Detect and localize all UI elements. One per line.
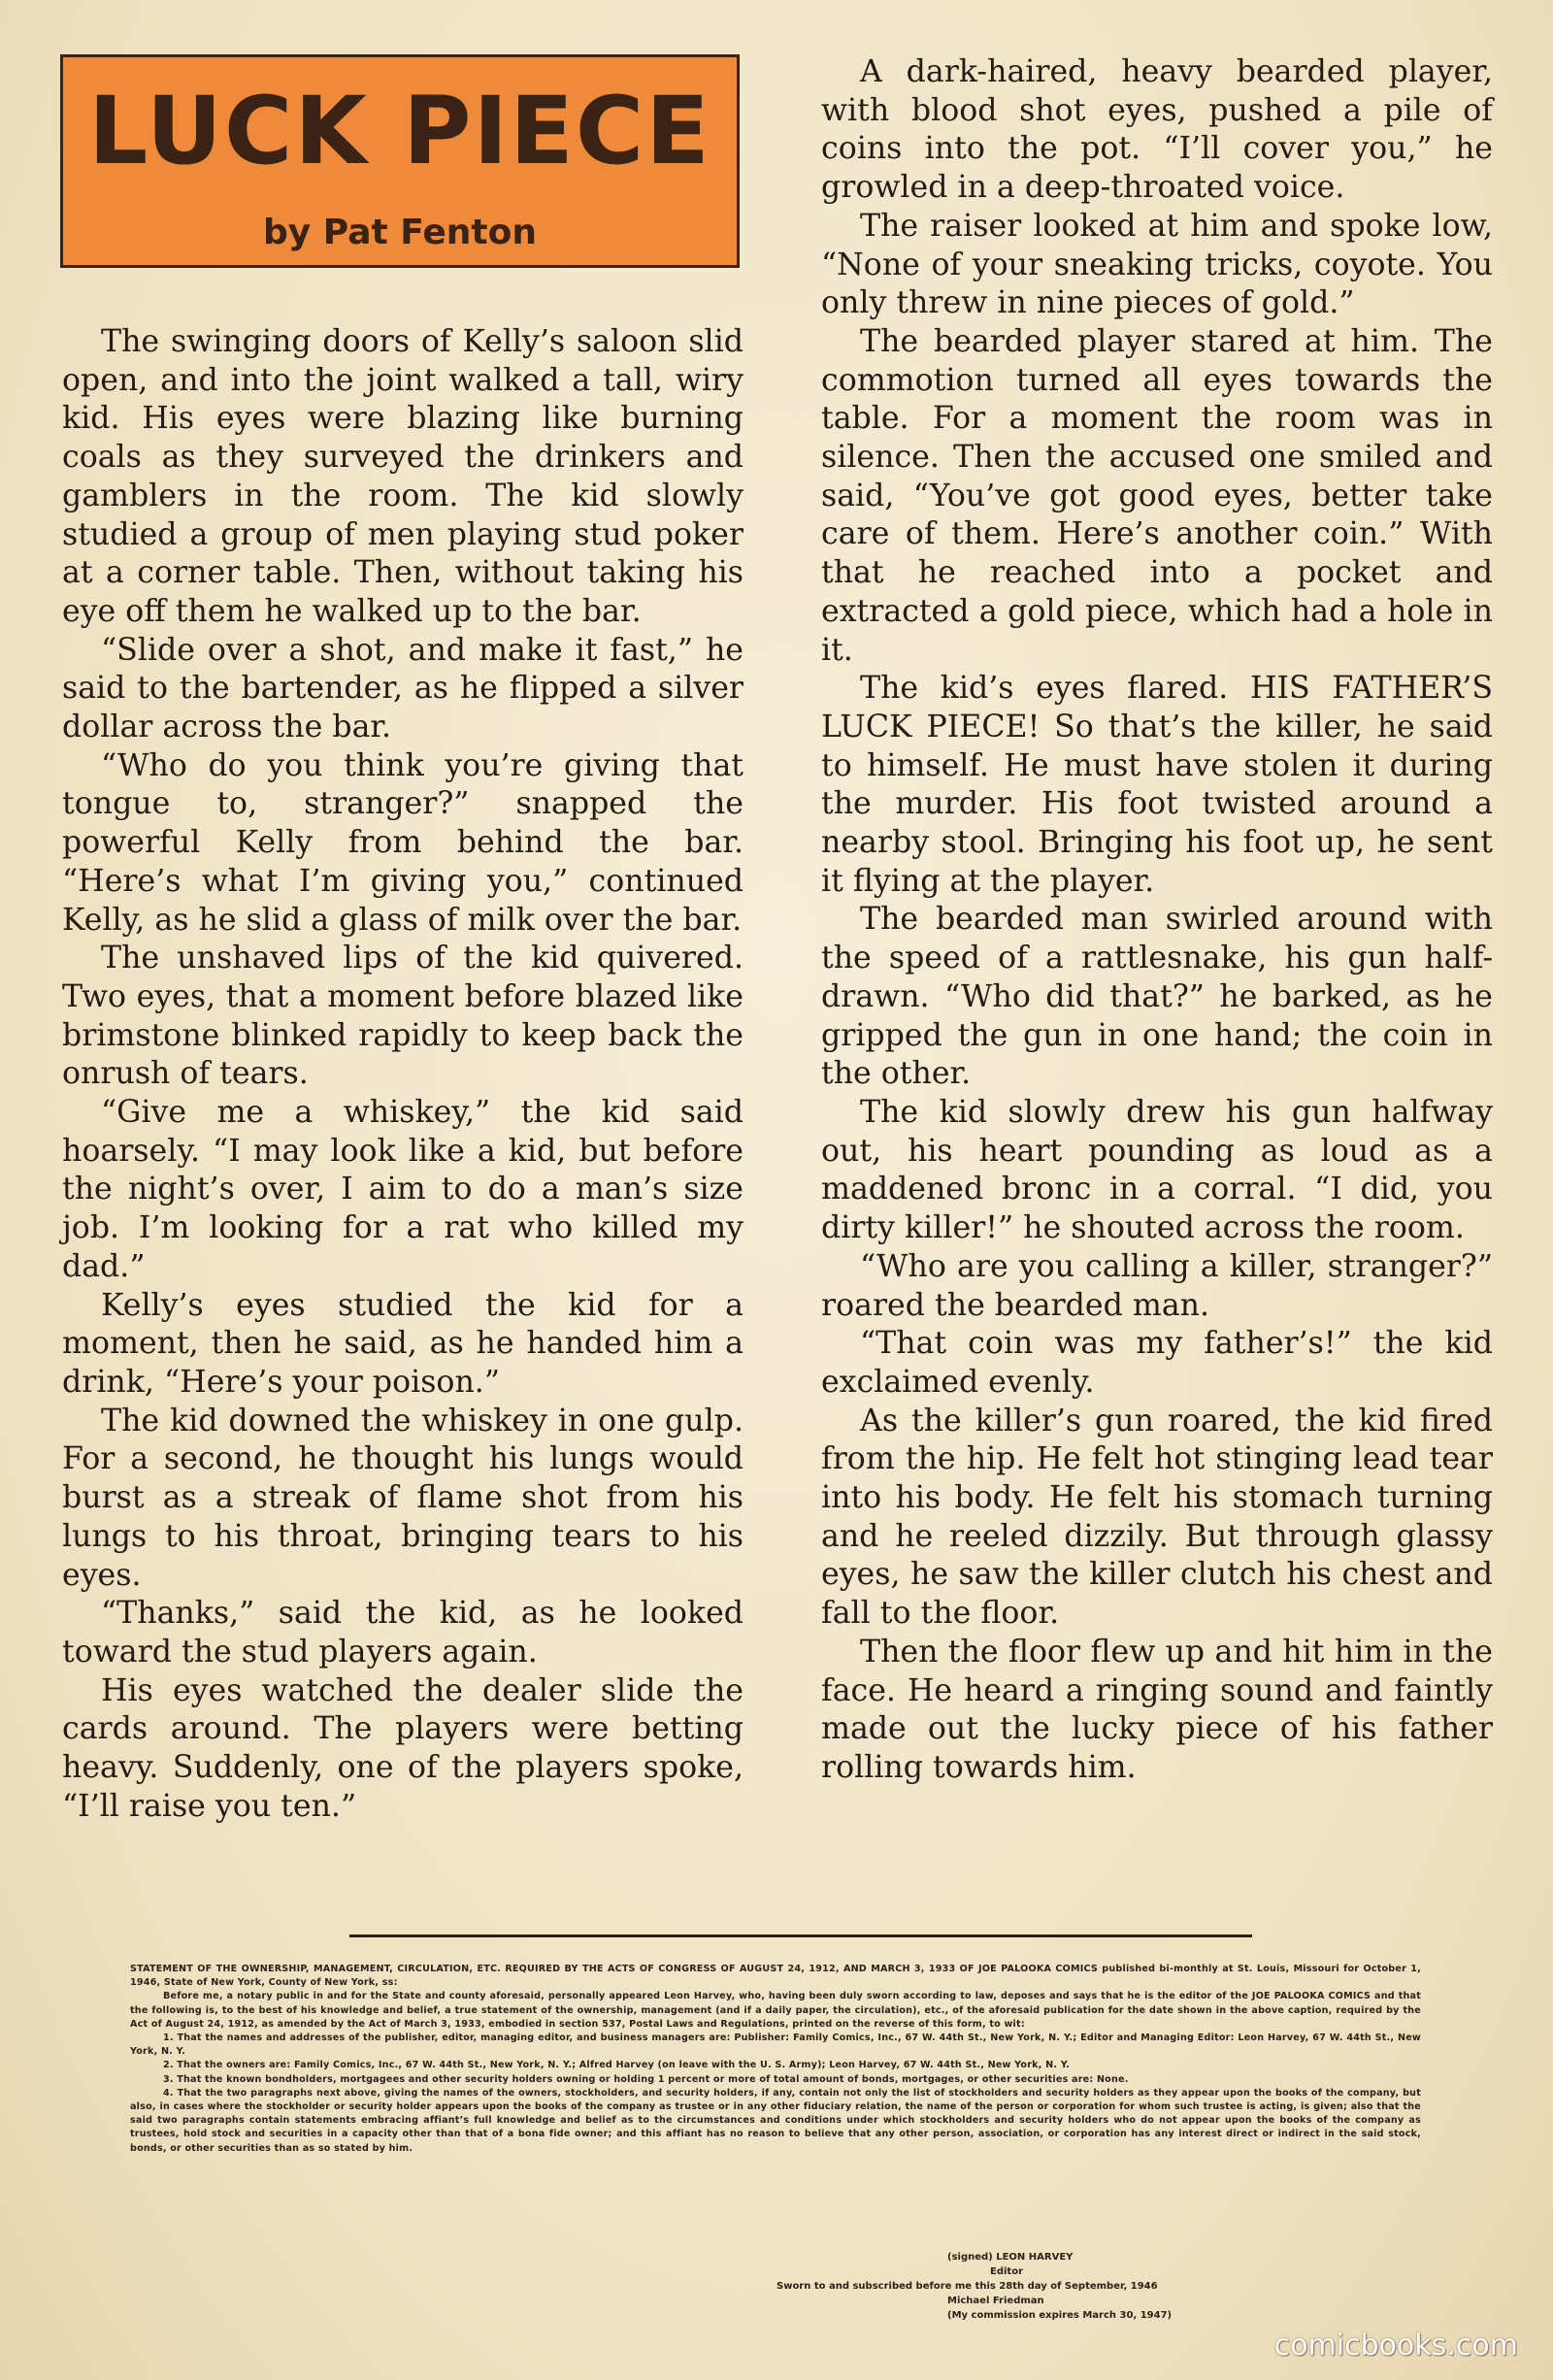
story-paragraph: “Who are you calling a killer, stranger?” roared the bearded man. xyxy=(821,1248,1493,1323)
story-paragraph: The bearded man swirled around with the speed of a rattlesnake, his gun half-drawn. “Who did that?” he barked, as he gripped the gun in one hand; the coin in the other. xyxy=(821,902,1493,1092)
story-paragraph: Kelly’s eyes studied the kid for a moment, then he said, as he handed him a drink, “Here’s your poison.” xyxy=(62,1287,743,1400)
story-paragraph: “Give me a whiskey,” the kid said hoarsely. “I may look like a kid, but before the night’s over, I aim to do a man’s size job. I’m looking for a rat who killed my dad.” xyxy=(62,1095,743,1284)
story-paragraph: Then the floor flew up and hit him in the face. He heard a ringing sound and faintly made out the lucky piece of his father rolling towards him. xyxy=(821,1634,1493,1785)
story-paragraph: His eyes watched the dealer slide the cards around. The players were betting heavy. Suddenly, one of the players spoke, “I’ll raise you ten.” xyxy=(62,1672,743,1824)
statement-item-3: 3. That the known bondholders, mortgagees and other security holders owning or holding 1 percent or more of total amount of bonds, mortgages, or other securities are: None. xyxy=(163,2073,1129,2085)
statement-item-2: 2. That the owners are: Family Comics, Inc., 67 W. 44th St., New York, N. Y.; Alfred Harvey (on leave with the U. S. Army); Leon Harvey, 67 W. 44th St., New York, N. Y. xyxy=(163,2060,1071,2071)
signature-block xyxy=(776,2250,1281,2323)
statement-item-4: 4. That the two paragraphs next above, giving the names of the owners, stockholders, and security holders, if any, contain not only the list of stockholders and security holders as they appear upon the books of the company, but also, in cases where the stockholder or security holder appears upon the books of the company as trustee or in any other fiduciary relation, the name of the person or corporation for whom such trustee is acting, is given; also that the said two paragraphs contain statements embracing affiant’s full knowledge and belief as to the circumstances and conditions under which stockholders and security holders who do not appear upon the books of the company as trustees, hold stock and securities in a capacity other than that of a bona fide owner; and this affiant has no reason to believe that any other person, association, or corporation has any interest direct or indirect in the said stock, bonds, or other securities than as so stated by him. xyxy=(130,2087,1421,2154)
story-paragraph: The bearded player stared at him. The commotion turned all eyes towards the table. For a moment the room was in silence. Then the accused one smiled and said, “You’ve got good eyes, better take care of them. Here’s another coin.” With that he reached into a pocket and extracted a gold piece, which had a hole in it. xyxy=(821,323,1493,668)
site-watermark: comicbooks.com xyxy=(1273,2329,1518,2363)
notary-line: Sworn to and subscribed before me this 28th day of September, 1946 xyxy=(776,2281,1158,2292)
story-title: LUCK PIECE xyxy=(88,77,711,185)
statement-intro: Before me, a notary public in and for the State and county aforesaid, personally appeared Leon Harvey, who, having been duly sworn according to law, deposes and says that he is the editor of the JOE PALOOKA COMICS and that the following is, to the best of his knowledge and belief, a true statement of the ownership, management (and if a daily paper, the circulation), etc., of the aforesaid publication for the date shown in the above caption, required by the Act of August 24, 1912, as amended by the Act of March 3, 1933, embodied in section 537, Postal Laws and Regulations, printed on the reverse of this form, to wit: xyxy=(130,1991,1421,2030)
story-right-column xyxy=(821,53,1493,1788)
story-paragraph: The raiser looked at him and spoke low, “None of your sneaking tricks, coyote. You only threw in nine pieces of gold.” xyxy=(821,208,1493,321)
story-paragraph: As the killer’s gun roared, the kid fired from the hip. He felt hot stinging lead tear into his body. He felt his stomach turning and he reeled dizzily. But through glassy eyes, he saw the killer clutch his chest and fall to the floor. xyxy=(821,1403,1493,1632)
story-paragraph: The swinging doors of Kelly’s saloon slid open, and into the joint walked a tall, wiry kid. His eyes were blazing like burning coals as they surveyed the drinkers and gamblers in the room. The kid slowly studied a group of men playing stud poker at a corner table. Then, without taking his eye off them he walked up to the bar. xyxy=(62,324,743,629)
story-paragraph: The unshaved lips of the kid quivered. Two eyes, that a moment before blazed like brimstone blinked rapidly to keep back the onrush of tears. xyxy=(62,941,743,1092)
story-paragraph: “Who do you think you’re giving that tongue to, stranger?” snapped the powerful Kelly from behind the bar. “Here’s what I’m giving you,” continued Kelly, as he slid a glass of milk over the bar. xyxy=(62,747,743,938)
divider-rule xyxy=(349,1934,1252,1937)
ownership-statement xyxy=(130,1963,1421,2156)
story-paragraph: The kid downed the whiskey in one gulp. For a second, he thought his lungs would burst as a streak of flame shot from his lungs to his throat, bringing tears to his eyes. xyxy=(62,1403,743,1593)
story-paragraph: The kid’s eyes flared. HIS FATHER’S LUCK PIECE! So that’s the killer, he said to himself. He must have stolen it during the murder. His foot twisted around a nearby stool. Bringing his foot up, he sent it flying at the player. xyxy=(821,671,1493,899)
notary-expiry: (My commission expires March 30, 1947) xyxy=(947,2310,1173,2321)
signature-name: (signed) LEON HARVEY xyxy=(947,2252,1074,2263)
story-paragraph: “Thanks,” said the kid, as he looked toward the stud players again. xyxy=(62,1596,743,1669)
story-paragraph: The kid slowly drew his gun halfway out, his heart pounding as loud as a maddened bronc in a corral. “I did, you dirty killer!” he shouted across the room. xyxy=(821,1094,1493,1246)
story-byline: by Pat Fenton xyxy=(263,213,537,252)
notary-name: Michael Friedman xyxy=(947,2296,1044,2306)
statement-heading: STATEMENT OF THE OWNERSHIP, MANAGEMENT, CIRCULATION, ETC. REQUIRED BY THE ACTS OF CONGRESS OF AUGUST 24, 1912, AND MARCH 3, 1933 OF JOE PALOOKA COMICS published bi-monthly at St. Louis, Missouri for October 1, 1946, State of New York, County of New York, ss: xyxy=(130,1964,1421,1989)
story-paragraph: “Slide over a shot, and make it fast,” he said to the bartender, as he flipped a silver dollar across the bar. xyxy=(62,632,743,745)
signature-role: Editor xyxy=(990,2266,1023,2277)
story-left-column xyxy=(62,323,743,1826)
story-paragraph: A dark-haired, heavy bearded player, with blood shot eyes, pushed a pile of coins into the pot. “I’ll cover you,” he growled in a deep-throated voice. xyxy=(821,54,1493,206)
statement-item-1: 1. That the names and addresses of the publisher, editor, managing editor, and business managers are: Publisher: Family Comics, Inc., 67 W. 44th St., New York, N. Y.; Editor and Managing Editor: Leon Harvey, 67 W. 44th St., New York, N. Y. xyxy=(130,2033,1421,2058)
title-box xyxy=(60,54,740,268)
story-paragraph: “That coin was my father’s!” the kid exclaimed evenly. xyxy=(821,1326,1493,1400)
